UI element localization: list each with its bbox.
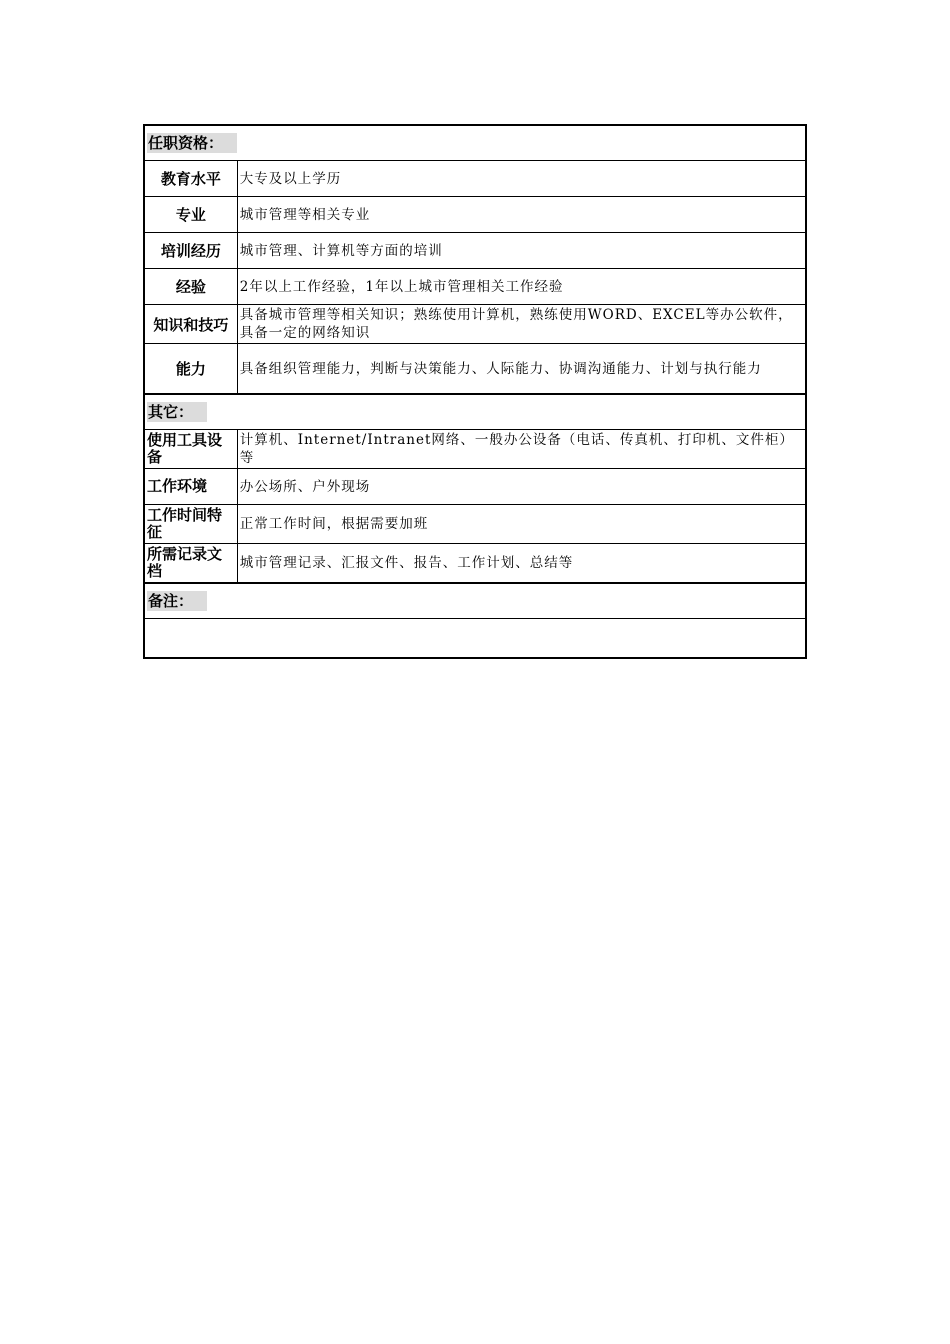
section-title-remarks: 备注： <box>147 591 207 611</box>
table-row <box>144 233 806 269</box>
row-value-experience: 2年以上工作经验，1年以上城市管理相关工作经验 <box>237 269 806 305</box>
section-title-qualifications: 任职资格： <box>147 133 237 153</box>
remarks-content-row <box>144 619 806 659</box>
remarks-content <box>144 619 806 659</box>
row-value-knowledge: 具备城市管理等相关知识；熟练使用计算机，熟练使用WORD、EXCEL等办公软件，具备一定的网络知识 <box>237 305 806 344</box>
row-label-tools: 使用工具设备 <box>144 430 237 469</box>
row-label-environment: 工作环境 <box>144 469 237 505</box>
row-label-training: 培训经历 <box>144 233 237 269</box>
row-label-experience: 经验 <box>144 269 237 305</box>
row-value-work-hours: 正常工作时间，根据需要加班 <box>237 505 806 544</box>
section-header-remarks <box>144 583 806 619</box>
table-row <box>144 344 806 395</box>
row-value-records: 城市管理记录、汇报文件、报告、工作计划、总结等 <box>237 544 806 584</box>
job-qualification-table <box>143 124 807 659</box>
table-row <box>144 430 806 469</box>
row-label-records: 所需记录文档 <box>144 544 237 584</box>
row-label-knowledge: 知识和技巧 <box>144 305 237 344</box>
row-value-major: 城市管理等相关专业 <box>237 197 806 233</box>
table-row <box>144 197 806 233</box>
section-header-other <box>144 394 806 430</box>
row-value-tools: 计算机、Internet/Intranet网络、一般办公设备（电话、传真机、打印机、文件柜）等 <box>237 430 806 469</box>
table-row <box>144 161 806 197</box>
row-label-ability: 能力 <box>144 344 237 395</box>
table-row <box>144 505 806 544</box>
row-value-ability: 具备组织管理能力，判断与决策能力、人际能力、协调沟通能力、计划与执行能力 <box>237 344 806 395</box>
row-value-environment: 办公场所、户外现场 <box>237 469 806 505</box>
row-label-work-hours: 工作时间特征 <box>144 505 237 544</box>
row-label-education: 教育水平 <box>144 161 237 197</box>
section-title-other: 其它： <box>147 402 207 422</box>
row-value-education: 大专及以上学历 <box>237 161 806 197</box>
table-row <box>144 544 806 584</box>
section-header-qualifications <box>144 125 806 161</box>
row-label-major: 专业 <box>144 197 237 233</box>
table-row <box>144 269 806 305</box>
table-row <box>144 469 806 505</box>
row-value-training: 城市管理、计算机等方面的培训 <box>237 233 806 269</box>
table-row <box>144 305 806 344</box>
